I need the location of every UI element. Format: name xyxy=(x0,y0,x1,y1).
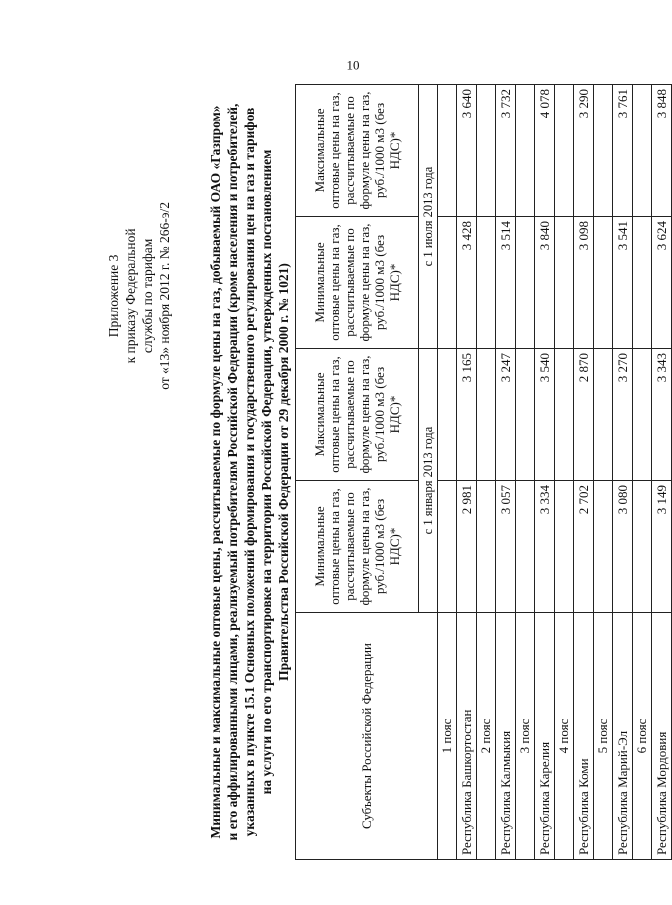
table-row xyxy=(574,85,594,860)
value-min-jan: 3 057 xyxy=(496,481,516,613)
zone-label: 1 пояс xyxy=(438,613,457,860)
appendix-line: службы по тарифам xyxy=(140,238,155,354)
zone-row xyxy=(438,85,457,860)
value-max-jul: 3 761 xyxy=(613,85,633,217)
region-name: Республика Калмыкия xyxy=(496,613,516,860)
value-max-jan: 3 343 xyxy=(652,349,672,481)
value-min-jan: 3 149 xyxy=(652,481,672,613)
column-header-min-jan: Минимальные оптовые цены на газ, рассчитываемые по формуле цены на газ, руб./1000 м3 (без НДС)* xyxy=(296,481,419,613)
zone-label: 6 пояс xyxy=(633,613,652,860)
value-min-jul: 3 624 xyxy=(652,217,672,349)
zone-row xyxy=(516,85,535,860)
value-min-jul: 3 541 xyxy=(613,217,633,349)
value-min-jul: 3 514 xyxy=(496,217,516,349)
column-header-min-jul: Минимальные оптовые цены на газ, рассчитываемые по формуле цены на газ, руб./1000 м3 (без НДС)* xyxy=(296,217,419,349)
zone-row xyxy=(477,85,496,860)
region-name: Республика Карелия xyxy=(535,613,555,860)
value-max-jul: 3 732 xyxy=(496,85,516,217)
value-max-jul: 3 640 xyxy=(457,85,477,217)
zone-label: 5 пояс xyxy=(594,613,613,860)
table-row xyxy=(457,85,477,860)
zone-row xyxy=(555,85,574,860)
appendix-line: к приказу Федеральной xyxy=(123,228,138,364)
page-number: 10 xyxy=(346,57,360,73)
table-row xyxy=(652,85,672,860)
appendix-header xyxy=(105,202,173,390)
value-min-jan: 3 334 xyxy=(535,481,555,613)
table-header-row xyxy=(296,85,419,860)
column-header-subject: Субъекты Российской Федерации xyxy=(296,613,438,860)
value-min-jul: 3 428 xyxy=(457,217,477,349)
zone-label: 2 пояс xyxy=(477,613,496,860)
value-min-jul: 3 098 xyxy=(574,217,594,349)
value-min-jan: 2 702 xyxy=(574,481,594,613)
value-max-jan: 3 270 xyxy=(613,349,633,481)
appendix-line: Приложение 3 xyxy=(106,254,121,338)
value-max-jan: 2 870 xyxy=(574,349,594,481)
value-max-jul: 3 848 xyxy=(652,85,672,217)
value-max-jul: 4 078 xyxy=(535,85,555,217)
table-row xyxy=(535,85,555,860)
column-header-max-jan: Максимальные оптовые цены на газ, рассчитываемые по формуле цены на газ, руб./1000 м3 (без НДС)* xyxy=(296,349,419,481)
price-table xyxy=(295,84,672,860)
region-name: Республика Марий-Эл xyxy=(613,613,633,860)
value-min-jan: 3 080 xyxy=(613,481,633,613)
region-name: Республика Мордовия xyxy=(652,613,672,860)
document-title: Минимальные и максимальные оптовые цены, рассчитываемые по формуле цены на газ, добываемый ОАО «Газпром» и его аффилированными лицами, реализуемый потребителям Российской Федерации (кроме населения и потребителей, указанных в пункте 15.1 Основных положений формирования и государственного регулирования цен на газ и тарифов на услуги по его транспортировке на территории Российской Федерации, утвержденных постановлением Правительства Российской Федерации от 29 декабря 2000 г. № 1021) xyxy=(208,103,291,841)
value-min-jul: 3 840 xyxy=(535,217,555,349)
value-max-jan: 3 165 xyxy=(457,349,477,481)
period-january: с 1 января 2013 года xyxy=(419,349,438,613)
region-name: Республика Башкортостан xyxy=(457,613,477,860)
document-page xyxy=(95,52,669,872)
region-name: Республика Коми xyxy=(574,613,594,860)
zone-row xyxy=(633,85,652,860)
table-row xyxy=(496,85,516,860)
zone-row xyxy=(594,85,613,860)
appendix-line: от «13» ноября 2012 г. № 266-э/2 xyxy=(157,202,172,390)
table-row xyxy=(613,85,633,860)
period-july: с 1 июля 2013 года xyxy=(419,85,438,349)
value-min-jan: 2 981 xyxy=(457,481,477,613)
value-max-jan: 3 247 xyxy=(496,349,516,481)
value-max-jul: 3 290 xyxy=(574,85,594,217)
column-header-max-jul: Максимальные оптовые цены на газ, рассчитываемые по формуле цены на газ, руб./1000 м3 (без НДС)* xyxy=(296,85,419,217)
value-max-jan: 3 540 xyxy=(535,349,555,481)
zone-label: 4 пояс xyxy=(555,613,574,860)
zone-label: 3 пояс xyxy=(516,613,535,860)
